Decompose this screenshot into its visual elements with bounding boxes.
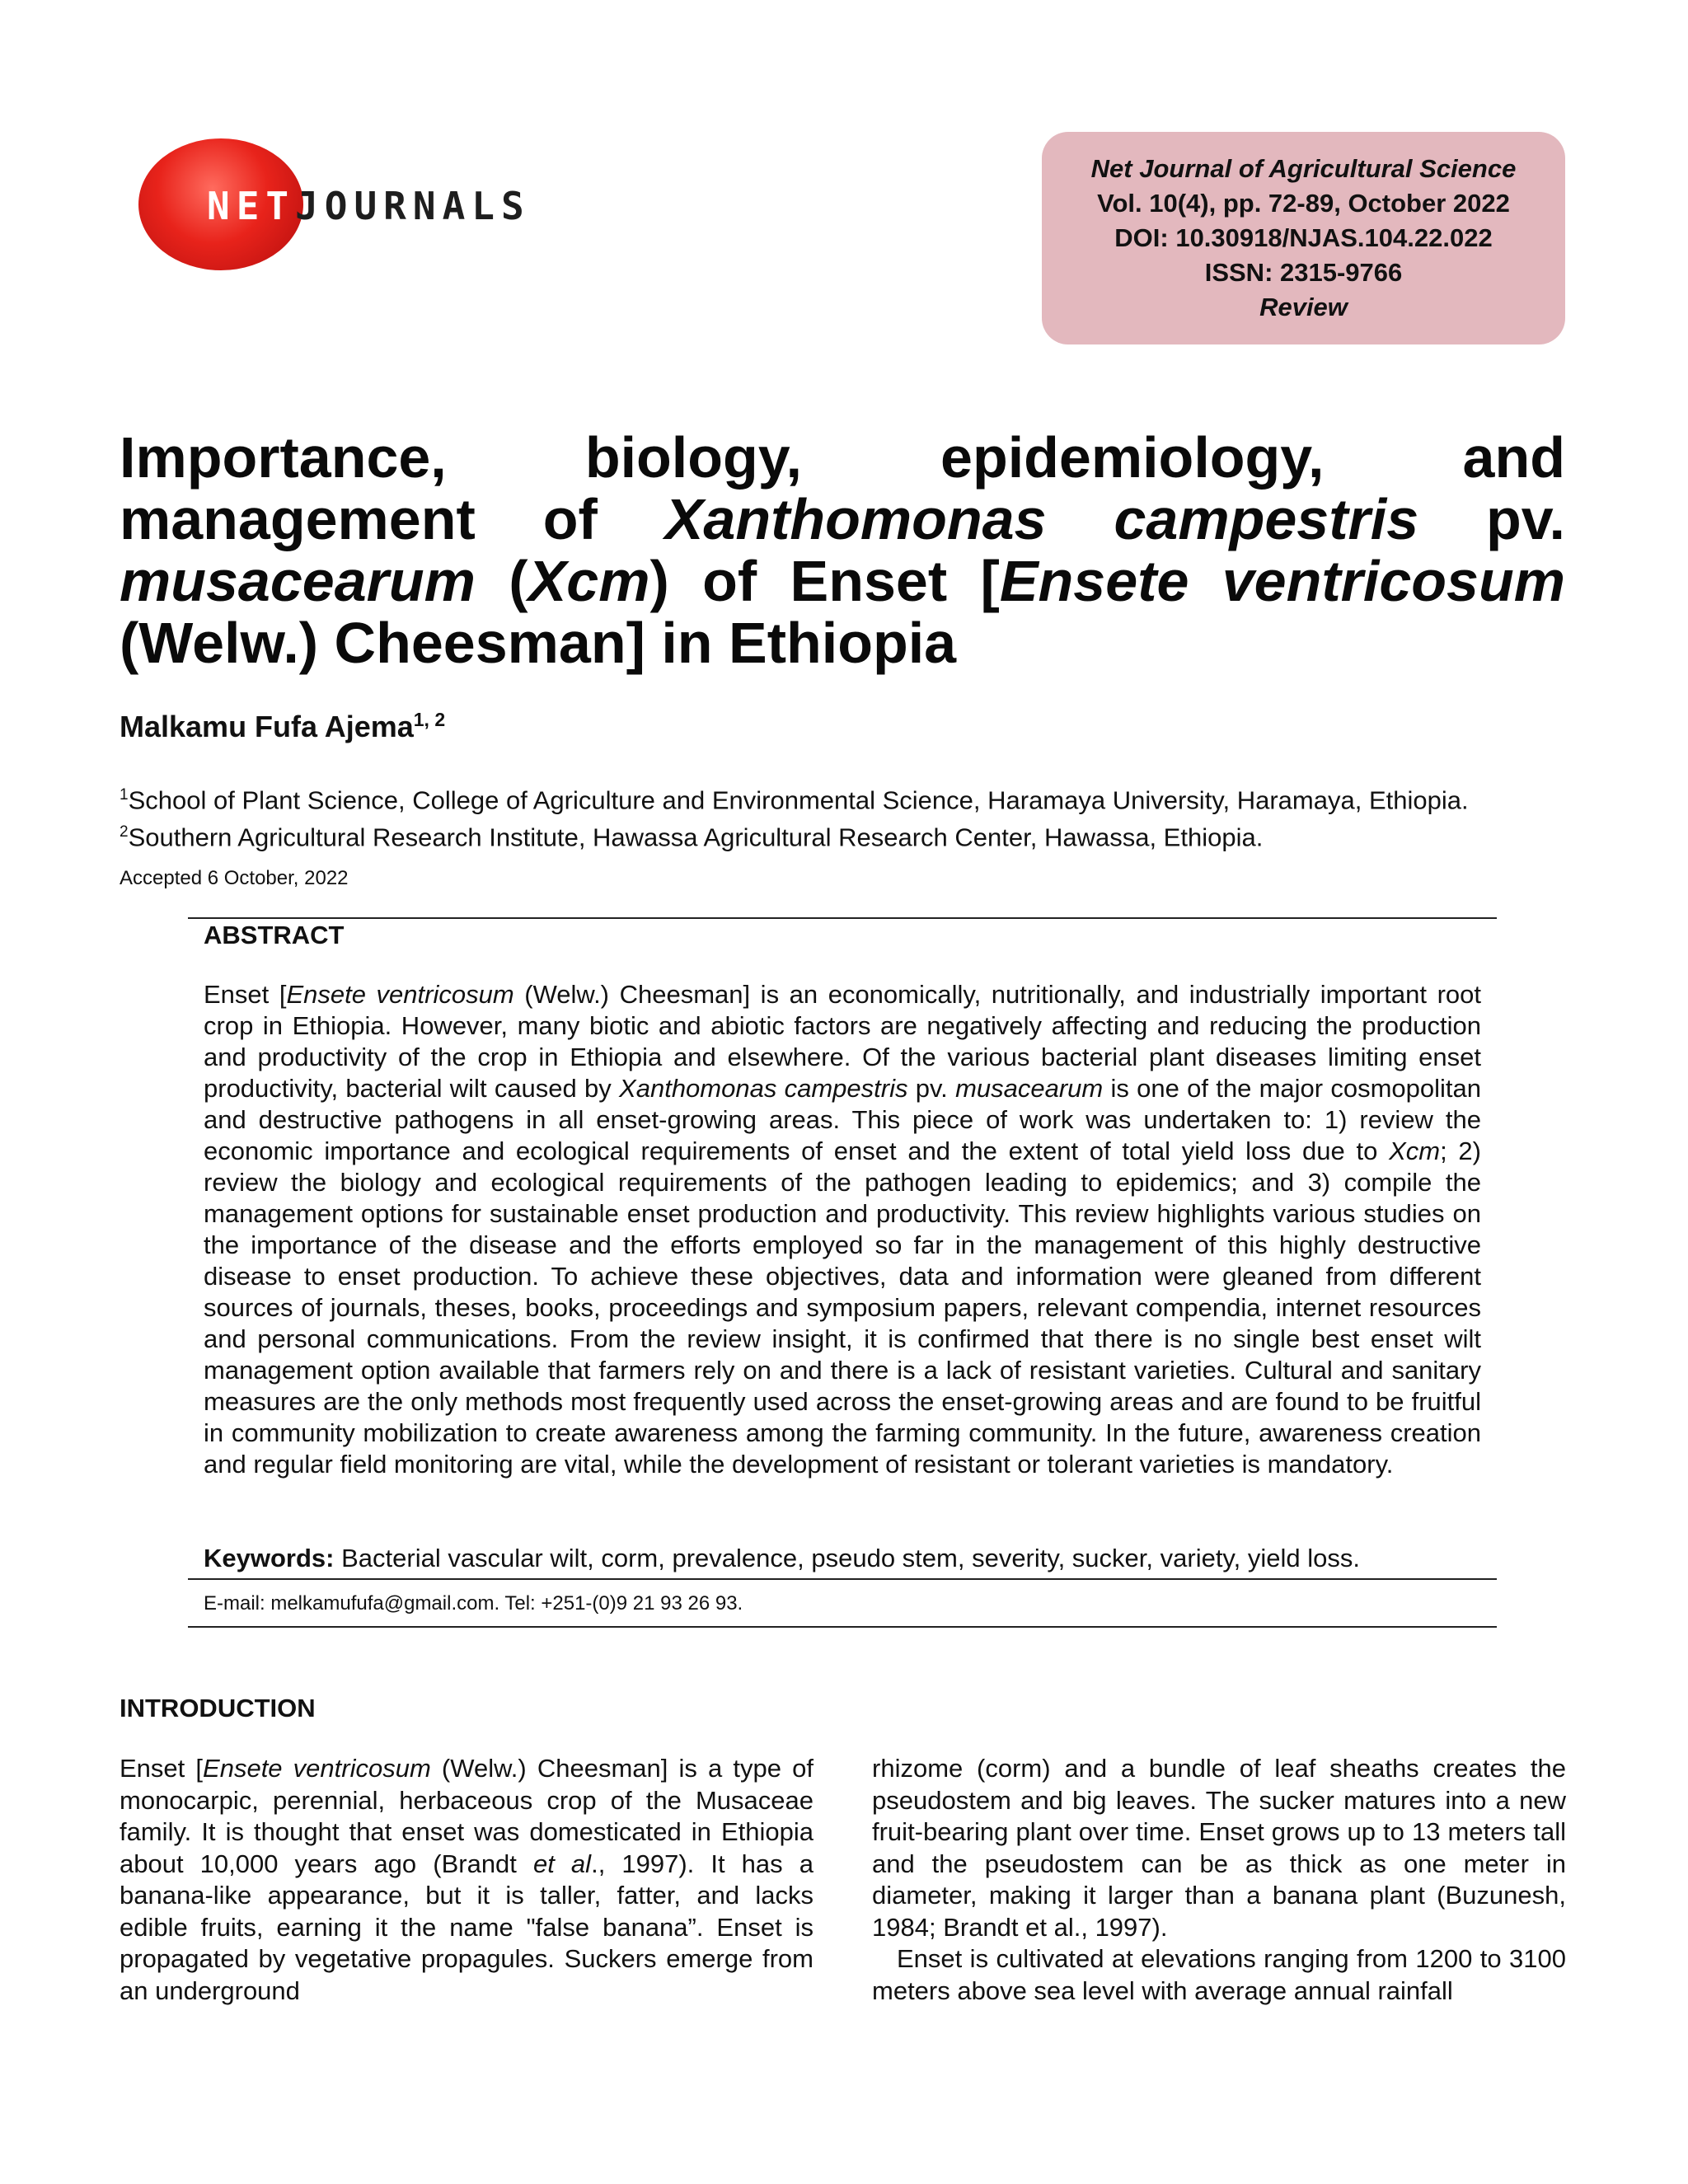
accepted-date: Accepted 6 October, 2022	[120, 867, 349, 889]
intro-paragraph-1-cont: rhizome (corm) and a bundle of leaf sheaths creates the pseudostem and big leaves. The sucker matures into a new fruit-bearing plant over time. Enset grows up to 13 meters tall and the pseudostem can be as thick as one meter in diameter, making it larger than a banana plant (Buzunesh, 1984; Brandt et al., 1997).	[872, 1754, 1566, 1942]
abstract-text: Enset [Ensete ventricosum (Welw.) Cheesman] is an economically, nutritionally, and industrially important root crop in Ethiopia. However, many biotic and abiotic factors are negatively affecting and reducing the production and productivity of the crop in Ethiopia and elsewhere. Of the various bacterial plant diseases limiting enset productivity, bacterial wilt caused by Xanthomonas campestris pv. musacearum is one of the major cosmopolitan and destructive pathogens in all enset-growing areas. This piece of work was undertaken to: 1) review the economic importance and ecological requirements of enset and the extent of total yield loss due to Xcm; 2) review the biology and ecological requirements of the pathogen leading to epidemics; and 3) compile the management options for sustainable enset production and productivity. This review highlights various studies on the importance of the disease and the efforts employed so far in the management of this highly destructive disease to enset production. To achieve these objectives, data and information were gleaned from different sources of journals, theses, books, proceedings and symposium papers, relevant compendia, internet resources and personal communications. From the review insight, it is confirmed that there is no single best enset wilt management option available that farmers rely on and there is a lack of resistant varieties. Cultural and sanitary measures are the only methods most frequently used across the enset-growing areas and are found to be fruitful in community mobilization to create awareness among the farming community. In the future, awareness creation and regular field monitoring are vital, while the development of resistant or tolerant varieties is mandatory.	[204, 980, 1482, 1479]
affiliation-1: $^1$School of Plant Science, College of Agriculture and Environmental Science, Haramaya University, Haramaya, Ethiopia.	[120, 785, 1469, 815]
journal-name: Net Journal of Agricultural Science	[1090, 154, 1517, 183]
keywords-rule	[188, 1578, 1497, 1580]
abstract-bottom-rule	[188, 1626, 1497, 1628]
paper-title: Importance, biology, epidemiology, and management of Xanthomonas campestris pv. musacearum (Xcm) of Enset [Ensete ventricosum (Welw.) Cheesman] in Ethiopia	[120, 425, 1565, 675]
author-line: Malkamu Fufa Ajema$^{1, 2}$	[120, 709, 446, 743]
contact-email: E-mail: melkamufufa@gmail.com. Tel: +251-(0)9 21 93 26 93.	[204, 1592, 743, 1615]
journal-doi: DOI: 10.30918/NJAS.104.22.022	[1114, 223, 1493, 252]
journal-issn: ISSN: 2315-9766	[1204, 258, 1403, 287]
introduction-heading: INTRODUCTION	[120, 1694, 316, 1722]
affiliations	[120, 779, 1595, 854]
intro-column-right	[872, 1753, 1566, 2007]
logo-wordmark: NETJOURNALS	[207, 184, 531, 228]
journal-volume: Vol. 10(4), pp. 72-89, October 2022	[1097, 189, 1510, 218]
abstract-top-rule	[188, 917, 1497, 919]
intro-paragraph-2: Enset is cultivated at elevations ranging from 1200 to 3100 meters above sea level with average annual rainfall	[872, 1944, 1566, 2005]
journal-info-box	[1042, 132, 1565, 344]
keywords-line: Keywords: Bacterial vascular wilt, corm, prevalence, pseudo stem, severity, sucker, variety, yield loss.	[204, 1544, 1360, 1572]
abstract-heading: ABSTRACT	[204, 921, 345, 949]
article-type: Review	[1259, 293, 1348, 321]
intro-column-left	[120, 1753, 814, 2007]
intro-paragraph-1: Enset [Ensete ventricosum (Welw.) Cheesman] is a type of monocarpic, perennial, herbaceous crop of the Musaceae family. It is thought that enset was domesticated in Ethiopia about 10,000 years ago (Brandt et al., 1997). It has a banana-like appearance, but it is taller, fatter, and lacks edible fruits, earning it the name "false banana”. Enset is propagated by vegetative propagules. Suckers emerge from an underground	[120, 1754, 814, 2005]
netjournals-logo	[134, 138, 563, 270]
affiliation-2: $^2$Southern Agricultural Research Institute, Hawassa Agricultural Research Center, Hawassa, Ethiopia.	[120, 823, 1264, 852]
